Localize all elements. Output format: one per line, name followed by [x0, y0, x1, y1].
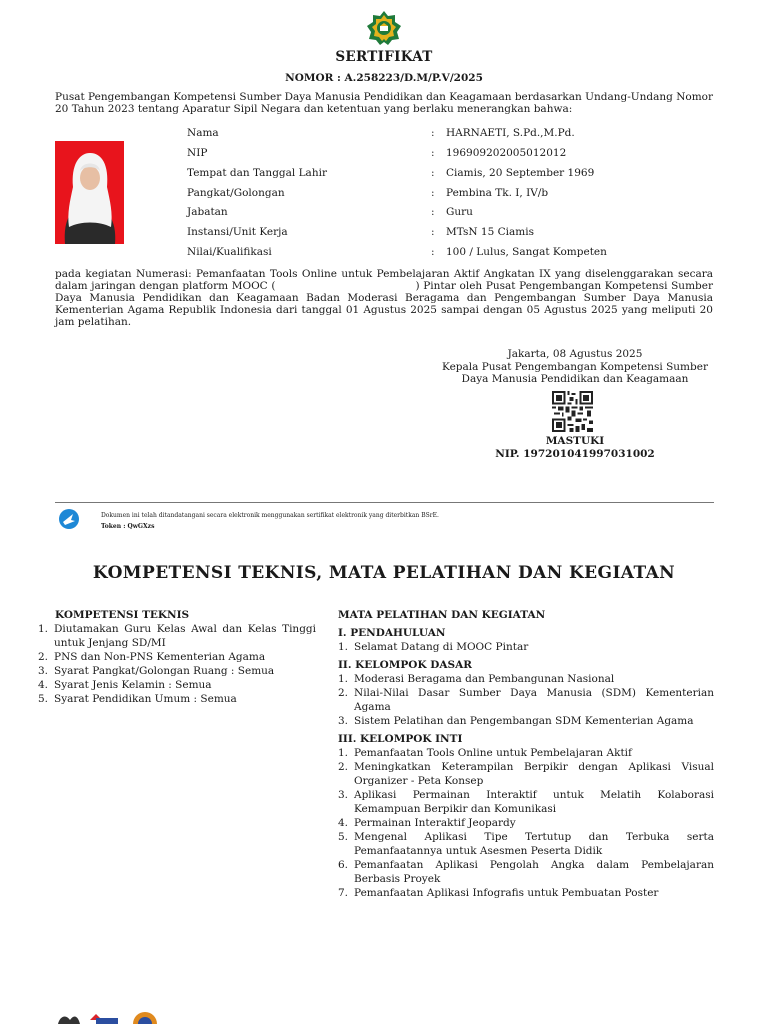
field-label: Nilai/Kualifikasi	[187, 246, 272, 258]
sign-position-line1: Kepala Pusat Pengembangan Kompetensi Sumber	[442, 361, 708, 373]
list-item: 5. Mengenal Aplikasi Tipe Tertutup dan Terbuka serta Pemanfaatannya untuk Asesmen Peserta Didik	[338, 831, 714, 857]
qr-code-icon	[552, 391, 593, 432]
field-colon: :	[431, 187, 435, 199]
field-value: HARNAETI, S.Pd.,M.Pd.	[446, 127, 575, 139]
certificate-number: NOMOR : A.258223/D.M/P.V/2025	[285, 72, 483, 84]
intro-paragraph: Pusat Pengembangan Kompetensi Sumber Daya Manusia Pendidikan dan Keagamaan berdasarkan Undang-Undang Nomor 20 Tahun 2023 tentang Aparatur Sipil Negara dan ketentuan yang berlaku menerangkan bahwa:	[55, 91, 713, 115]
field-colon: :	[431, 147, 435, 159]
field-value: 100 / Lulus, Sangat Kompeten	[446, 246, 607, 258]
field-rank	[187, 186, 727, 200]
bsre-icon	[58, 508, 80, 530]
section-list	[338, 640, 714, 654]
sign-position-line2: Daya Manusia Pendidikan dan Keagamaan	[461, 373, 689, 385]
list-item: 2. Nilai-Nilai Dasar Sumber Daya Manusia (SDM) Kementerian Agama	[338, 687, 714, 713]
list-item: 5. Syarat Pendidikan Umum : Semua	[38, 693, 237, 705]
sign-place-date: Jakarta, 08 Agustus 2025	[507, 348, 643, 360]
field-institution	[187, 225, 727, 239]
sign-nip: NIP. 197201041997031002	[495, 448, 655, 460]
field-nip	[187, 146, 727, 160]
list-item: 1. Pemanfaatan Tools Online untuk Pembelajaran Aktif	[338, 747, 632, 759]
training-column	[338, 608, 714, 900]
activity-text-part1: pada kegiatan Numerasi: Pemanfaatan Tools Online untuk Pembelajaran Aktif Angkatan IX yang diselenggarakan secara dalam jaringan dengan platform MOOC (	[55, 268, 713, 292]
field-label: Instansi/Unit Kerja	[187, 226, 288, 238]
field-colon: :	[431, 206, 435, 218]
field-label: Pangkat/Golongan	[187, 187, 285, 199]
field-colon: :	[431, 246, 435, 258]
field-birth	[187, 166, 727, 180]
field-value: MTsN 15 Ciamis	[446, 226, 534, 238]
field-nama	[187, 126, 727, 140]
activity-paragraph	[55, 268, 713, 328]
field-value: Ciamis, 20 September 1969	[446, 167, 595, 179]
field-score	[187, 245, 727, 259]
list-item: 4. Permainan Interaktif Jeopardy	[338, 817, 516, 829]
section-title-inti: III. KELOMPOK INTI	[338, 733, 463, 745]
field-label: Tempat dan Tanggal Lahir	[187, 167, 327, 179]
participant-photo	[55, 141, 124, 244]
list-item: 3. Aplikasi Permainan Interaktif untuk Melatih Kolaborasi Kemampuan Berpikir dan Komunikasi	[338, 789, 714, 815]
page2-heading: KOMPETENSI TEKNIS, MATA PELATIHAN DAN KEGIATAN	[92, 563, 676, 583]
training-title: MATA PELATIHAN DAN KEGIATAN	[338, 609, 546, 621]
certificate-title: SERTIFIKAT	[335, 49, 433, 65]
list-item: 1. Moderasi Beragama dan Pembangunan Nasional	[338, 673, 615, 685]
field-value: Guru	[446, 206, 473, 218]
section-title-pendahuluan: I. PENDAHULUAN	[338, 627, 446, 639]
field-value: 196909202005012012	[446, 147, 567, 159]
section-title-dasar: II. KELOMPOK DASAR	[338, 659, 472, 671]
list-item: 3. Sistem Pelatihan dan Pengembangan SDM Kementerian Agama	[338, 715, 694, 727]
field-colon: :	[431, 127, 435, 139]
section-list	[338, 672, 714, 728]
list-item: 3. Syarat Pangkat/Golongan Ruang : Semua	[38, 665, 275, 677]
field-colon: :	[431, 226, 435, 238]
list-item: 1. Selamat Datang di MOOC Pintar	[338, 641, 529, 653]
activity-text-part2: ) Pintar oleh Pusat Pengembangan Kompetensi Sumber Daya Manusia Pendidikan dan Keagamaan Badan Moderasi Beragama dan Pengembangan Sumber Daya Manusia Kementerian Agama Republik Indonesia dari tanggal 01 Agustus 2025 sampai dengan 05 Agustus 2025 yang meliputi 20 jam pelatihan.	[55, 280, 713, 328]
list-item: 1. Diutamakan Guru Kelas Awal dan Kelas Tinggi untuk Jenjang SD/MI	[38, 623, 316, 649]
field-label: NIP	[187, 147, 208, 159]
esign-note: Dokumen ini telah ditandatangani secara elektronik menggunakan sertifikat elektronik yang diterbitkan BSrE.	[101, 512, 439, 519]
field-position	[187, 205, 727, 219]
sign-name: MASTUKI	[545, 435, 605, 447]
competency-list	[38, 622, 316, 706]
list-item: 6. Pemanfaatan Aplikasi Pengolah Angka dalam Pembelajaran Berbasis Proyek	[338, 859, 714, 885]
field-colon: :	[431, 167, 435, 179]
section-list	[338, 746, 714, 900]
competency-title: KOMPETENSI TEKNIS	[55, 609, 190, 621]
kemenag-logo-icon	[366, 10, 402, 46]
divider	[55, 502, 714, 503]
list-item: 4. Syarat Jenis Kelamin : Semua	[38, 679, 212, 691]
field-label: Nama	[187, 127, 219, 139]
list-item: 2. PNS dan Non-PNS Kementerian Agama	[38, 651, 266, 663]
field-value: Pembina Tk. I, IV/b	[446, 187, 549, 199]
competency-column	[38, 608, 316, 706]
token: Token : QwGXzs	[101, 523, 155, 530]
list-item: 7. Pemanfaatan Aplikasi Infografis untuk Pembuatan Poster	[338, 887, 659, 899]
field-label: Jabatan	[187, 206, 228, 218]
footer-logo-icon	[56, 1010, 166, 1024]
list-item: 2. Meningkatkan Keterampilan Berpikir dengan Aplikasi Visual Organizer - Peta Konsep	[338, 761, 714, 787]
